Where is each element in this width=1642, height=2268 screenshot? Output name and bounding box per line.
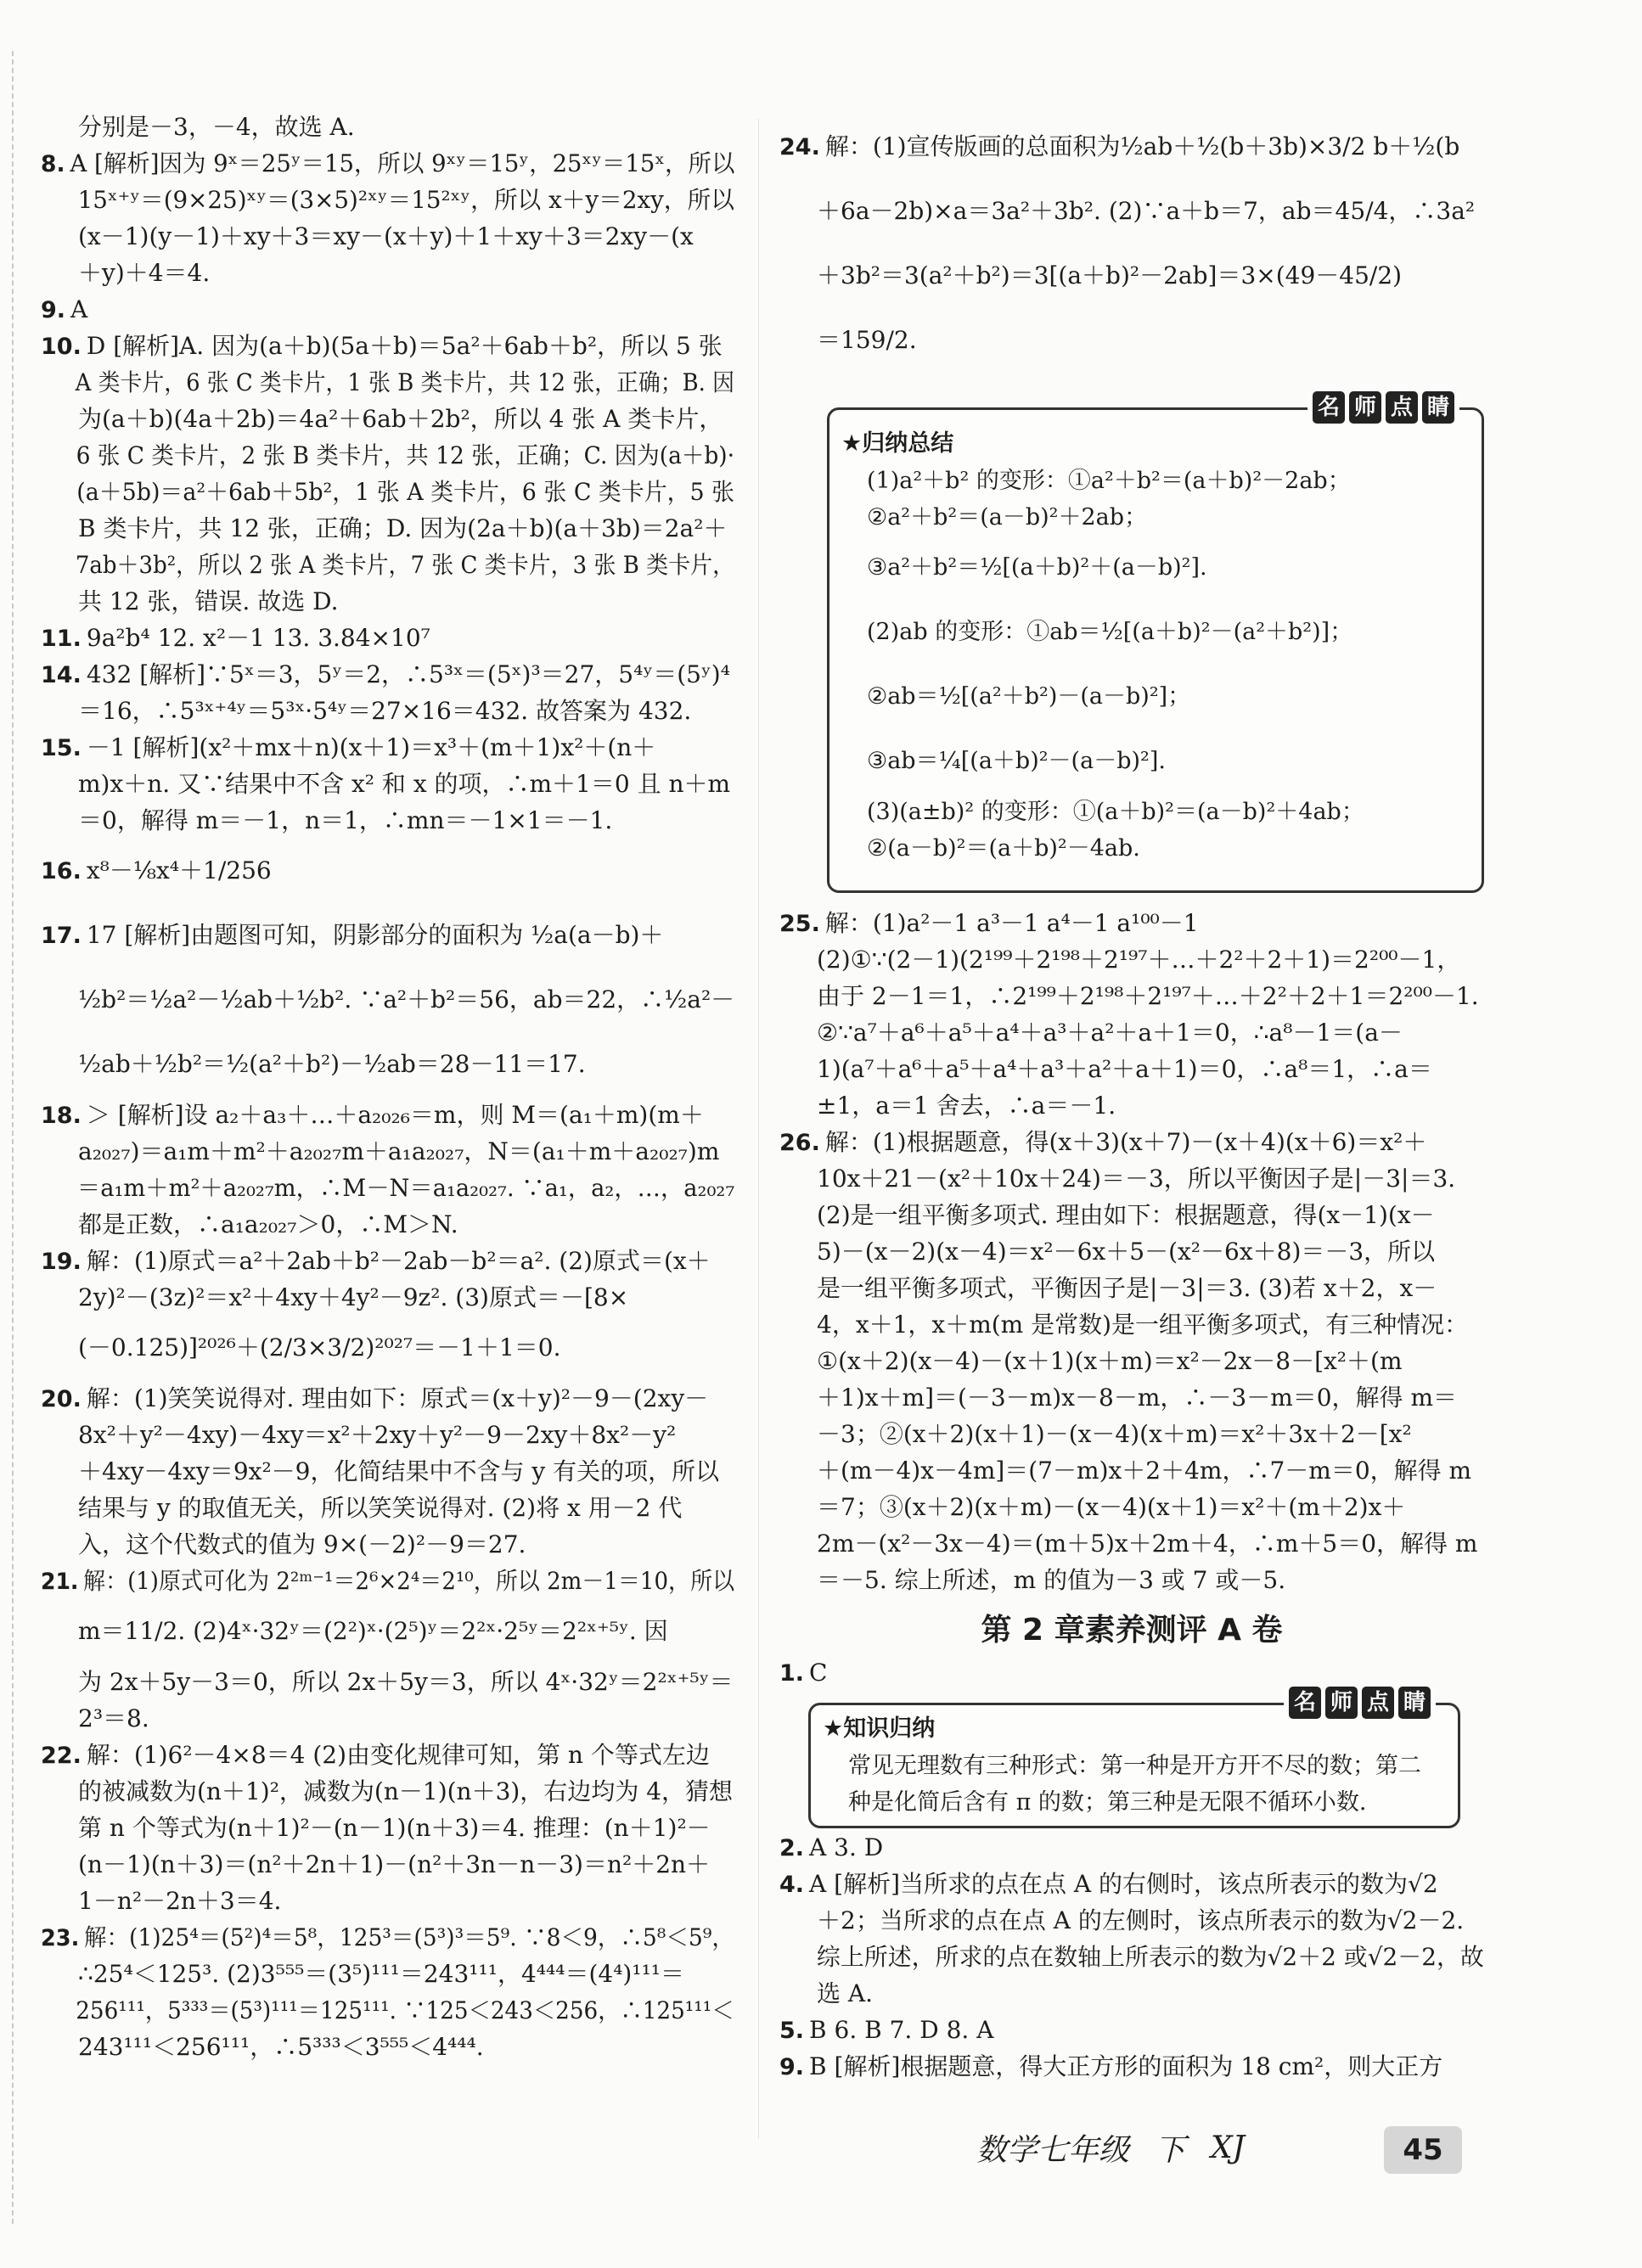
badge-char: 师 [1349,391,1381,424]
text-line [41,1773,734,1810]
item-text: 由于 2－1＝1，∴2¹⁹⁹＋2¹⁹⁸＋2¹⁹⁷＋…＋2²＋2＋1＝2²⁰⁰－1. [817,982,1479,1010]
item-text: 常见无理数有三种形式：第一种是开方开不尽的数；第二 [848,1753,1421,1779]
text-line [841,536,1482,600]
tip-box-summary [827,395,1484,893]
item-text: ①(x＋2)(x－4)－(x＋1)(x＋m)＝x²－2x－8－[x²＋(m [817,1347,1403,1375]
text-line [779,1379,1484,1416]
item-text: B [解析]根据题意，得大正方形的面积为 18 cm²，则大正方 [809,2052,1443,2080]
item-number: 9. [41,297,66,323]
item-text: 9a²b⁴ 12. x²－1 13. 3.84×10⁷ [86,624,430,652]
text-line [41,1453,734,1490]
item-text: ②(a－b)²＝(a＋b)²－4ab. [867,835,1140,862]
answer-item [779,1866,1484,1902]
item-text: (2)ab 的变形：①ab＝½[(a＋b)²－(a²＋b²)]； [867,619,1353,645]
item-text: 入，这个代数式的值为 9×(－2)²－9＝27. [78,1530,526,1558]
item-text: m＝11/2. (2)4ˣ·32ʸ＝(2²)ˣ·(2⁵)ʸ＝2²ˣ·2⁵ʸ＝2²ˣ⁺⁵ʸ. 因 [78,1617,668,1645]
item-text: x⁸－⅛x⁴＋1/256 [86,856,272,884]
tip-box-knowledge [808,1690,1460,1828]
badge-char: 点 [1386,391,1418,424]
answer-item [41,1380,734,1417]
answer-item [779,905,1484,941]
text-line [779,1489,1484,1525]
item-text: m)x＋n. 又∵结果中不含 x² 和 x 的项，∴m＋1＝0 且 n＋m [78,770,731,798]
item-text: 2y)²－(3z)²＝x²＋4xy＋4y²－9z². (3)原式＝－[8× [78,1283,629,1311]
item-number: 5. [779,2018,805,2044]
answer-item [779,1654,1484,1691]
text-line [41,1032,734,1097]
item-text: A [70,295,88,323]
text-line [41,1490,734,1526]
item-text: ③ab＝¼[(a＋b)²－(a－b)²]. [867,748,1166,774]
answer-item [41,839,734,903]
item-text: 解：(1)根据题意，得(x＋3)(x＋7)－(x＋4)(x＋6)＝x²＋ [824,1128,1427,1156]
item-text: ±1，a＝1 舍去，∴a＝－1. [817,1092,1116,1120]
item-text: 2³＝8. [78,1704,149,1732]
questions-25-26 [779,905,1484,1598]
text-line [41,802,734,839]
answer-item [41,1563,735,1599]
badge-char: 名 [1313,391,1345,424]
text-line [823,1748,1458,1784]
item-number: 25. [779,911,820,937]
badge-char: 点 [1362,1687,1394,1719]
text-line [779,1087,1484,1124]
text-line [41,1526,734,1563]
text-line [779,1562,1484,1598]
item-text: B 6. B 7. D 8. A [809,2016,994,2044]
text-line [41,1599,734,1664]
text-line [779,1270,1484,1306]
text-line [41,583,734,620]
item-text: ＋2；当所求的点在点 A 的左侧时，该点所表示的数为√2－2. [817,1906,1465,1934]
page-footer [976,2126,1245,2170]
answer-item [779,1829,1484,1866]
item-text: 6 张 C 类卡片，2 张 B 类卡片，共 12 张，正确；C. 因为(a＋b)· [76,441,735,469]
item-text: ∴25⁴＜125³. (2)3⁵⁵⁵＝(3⁵)¹¹¹＝243¹¹¹，4⁴⁴⁴＝(4⁴)¹¹¹＝ [78,1960,685,1988]
item-text: 解：(1)6²－4×8＝4 (2)由变化规律可知，第 n 个等式左边 [86,1741,710,1769]
badge-char: 名 [1289,1687,1321,1719]
text-line [779,1014,1484,1051]
item-text: 综上所述，所求的点在数轴上所表示的数为√2＋2 或√2－2，故 [816,1943,1484,1971]
answer-item [41,1097,734,1133]
item-text: A [解析]因为 9ˣ＝25ʸ＝15，所以 9ˣʸ＝15ʸ，25ˣʸ＝15ˣ，所以 [70,149,735,177]
item-text: ②ab＝½[(a²＋b²)－(a－b)²]； [867,683,1191,710]
badge-char: 睛 [1422,391,1454,424]
text-line [779,1197,1484,1233]
text-line [41,401,734,437]
text-line [779,978,1484,1014]
item-text: ½ab＋½b²＝½(a²＋b²)－½ab＝28－11＝17. [78,1050,586,1078]
tip-box-title: ★归纳总结 [841,430,954,457]
item-text: ＋y)＋4＝4. [78,259,211,287]
item-text: B 类卡片，共 12 张，正确；D. 因为(2a＋b)(a＋3b)＝2a²＋ [78,514,728,542]
teacher-tip-badge [1307,391,1459,424]
item-number: 26. [779,1130,820,1156]
column-divider [758,119,759,2139]
item-text: ＝16，∴5³ˣ⁺⁴ʸ＝5³ˣ·5⁴ʸ＝27×16＝432. 故答案为 432. [78,697,692,725]
tip-box-lines [841,463,1482,867]
item-text: 为 2x＋5y－3＝0，所以 2x＋5y＝3，所以 4ˣ·32ʸ＝2²ˣ⁺⁵ʸ＝ [78,1668,734,1696]
item-text: ＋6a－2b)×a＝3a²＋3b². (2)∵a＋b＝7，ab＝45/4，∴3a² [817,197,1476,225]
section-first-answers [779,1654,1484,1691]
text-line [41,1810,734,1846]
item-text: 解：(1)笑笑说得对. 理由如下：原式＝(x＋y)²－9－(2xy－ [86,1384,709,1412]
item-text: ＋3b²＝3(a²＋b²)＝3[(a＋b)²－2ab]＝3×(49－45/2) [817,261,1403,289]
text-line [41,182,734,218]
text-line [779,1902,1484,1939]
item-text: 选 A. [817,1979,874,2007]
answer-item [41,328,734,364]
text-line [41,1992,734,2029]
item-text: (x－1)(y－1)＋xy＋3＝xy－(x＋y)＋1＋xy＋3＝2xy－(x [78,222,694,250]
text-line [779,1160,1484,1197]
answer-item [41,620,734,656]
chapter-2-section [779,1607,1484,1691]
item-text: 解：(1)原式可化为 2²ᵐ⁻¹＝2⁶×2⁴＝2¹⁰，所以 2m－1＝10，所以 [83,1567,735,1595]
badge-char: 师 [1325,1687,1358,1719]
text-line [841,499,1482,536]
item-text: 共 12 张，错误. 故选 D. [78,587,339,615]
answer-item [41,656,734,693]
item-text: ＋1)x＋m]＝(－3－m)x－8－m，∴－3－m＝0，解得 m＝ [817,1384,1458,1412]
text-line [41,255,734,291]
item-text: ＋(m－4)x－4m]＝(7－m)x＋2＋4m，∴7－m＝0，解得 m [817,1457,1472,1485]
text-line [41,1883,734,1919]
item-text: 5)－(x－2)(x－4)＝x²－6x＋5－(x²－6x＋8)＝－3，所以 [817,1238,1436,1266]
text-line [41,1170,735,1206]
item-number: 14. [41,662,82,688]
item-text: A 类卡片，6 张 C 类卡片，1 张 B 类卡片，共 12 张，正确；B. 因 [75,368,734,396]
item-text: ③a²＋b²＝½[(a＋b)²＋(a－b)²]. [867,554,1207,581]
item-text: 243¹¹¹＜256¹¹¹，∴5³³³＜3⁵⁵⁵＜4⁴⁴⁴. [78,2033,484,2061]
answer-item [779,2012,1484,2048]
answer-item [779,115,1484,179]
text-line [779,1452,1484,1489]
answer-item [41,145,735,182]
text-line [779,308,1484,373]
question-24 [779,115,1484,373]
item-text: C [809,1659,828,1687]
item-number: 20. [41,1386,82,1412]
text-line [41,1700,734,1737]
text-line [779,1975,1484,2012]
item-text: (－0.125)]²⁰²⁶＋(2/3×3/2)²⁰²⁷＝－1＋1＝0. [78,1333,561,1361]
item-text: 17 [解析]由题图可知，阴影部分的面积为 ½a(a－b)＋ [86,921,664,949]
text-line [779,941,1484,978]
text-line [41,693,734,729]
item-number: 9. [779,2054,805,2080]
item-text: ½b²＝½a²－½ab＋½b². ∵a²＋b²＝56，ab＝22，∴½a²－ [78,985,735,1013]
item-text: 15ˣ⁺ʸ＝(9×25)ˣʸ＝(3×5)²ˣʸ＝15²ˣʸ，所以 x＋y＝2xy，所以 [77,186,734,214]
text-line [41,1956,734,1992]
answer-item [41,1919,734,1956]
item-text: (a＋5b)＝a²＋6ab＋5b²，1 张 A 类卡片，6 张 C 类卡片，5 张 [76,478,734,506]
answer-item [41,1737,734,1773]
item-text: ＞ [解析]设 a₂＋a₃＋…＋a₂₀₂₆＝m，则 M＝(a₁＋m)(m＋ [86,1101,704,1129]
item-text: 为(a＋b)(4a＋2b)＝4a²＋6ab＋2b²，所以 4 张 A 类卡片， [78,405,723,433]
item-text: ②a²＋b²＝(a－b)²＋2ab； [867,504,1148,531]
text-line [41,1133,734,1170]
text-line [41,766,734,802]
item-text: －3；②(x＋2)(x＋1)－(x－4)(x＋m)＝x²＋3x＋2－[x² [817,1420,1412,1448]
item-text: ＝0，解得 m＝－1，n＝1，∴mn＝－1×1＝－1. [78,806,613,834]
item-text: 8x²＋y²－4xy)－4xy＝x²＋2xy＋y²－9－2xy＋8x²－y² [78,1421,677,1449]
item-text: (3)(a±b)² 的变形：①(a＋b)²＝(a－b)²＋4ab； [867,799,1364,825]
answer-item [41,291,734,328]
item-number: 4. [779,1872,805,1898]
item-number: 16. [41,858,82,884]
item-text: 解：(1)a²－1 a³－1 a⁴－1 a¹⁰⁰－1 [824,909,1199,937]
item-number: 11. [41,626,82,652]
text-line [41,109,734,145]
item-text: ＝a₁m＋m²＋a₂₀₂₇m，∴M－N＝a₁a₂₀₂₇. ∵a₁，a₂，…，a₂₀₂₇ [76,1174,735,1202]
item-text: 解：(1)25⁴＝(5²)⁴＝5⁸，125³＝(5³)³＝5⁹. ∵8＜9，∴5⁸＜5⁹， [83,1923,734,1951]
text-line [41,1206,734,1243]
item-number: 23. [41,1925,80,1951]
item-text: (2)①∵(2－1)(2¹⁹⁹＋2¹⁹⁸＋2¹⁹⁷＋…＋2²＋2＋1)＝2²⁰⁰－1， [817,946,1461,974]
item-text: a₂₀₂₇)＝a₁m＋m²＋a₂₀₂₇m＋a₁a₂₀₂₇，N＝(a₁＋m＋a₂₀₂₇)m [78,1137,720,1165]
item-text: ＝159/2. [817,326,917,354]
item-text: ＝7；③(x＋2)(x＋m)－(x－4)(x＋1)＝x²＋(m＋2)x＋ [817,1493,1406,1521]
item-number: 10. [41,334,82,360]
answer-item [41,729,734,766]
item-text: 2m－(x²－3x－4)＝(m＋5)x＋2m＋4，∴m＋5＝0，解得 m [817,1530,1478,1558]
text-line [41,1846,734,1883]
item-number: 24. [779,134,820,160]
item-text: ②∵a⁷＋a⁶＋a⁵＋a⁴＋a³＋a²＋a＋1＝0，∴a⁸－1＝(a－ [817,1019,1403,1047]
footer-volume: 下 [1155,2133,1186,2168]
item-number: 15. [41,735,82,761]
text-line [779,1939,1482,1975]
item-text: ＝－5. 综上所述，m 的值为－3 或 7 或－5. [817,1566,1286,1594]
item-text: 解：(1)宣传版画的总面积为½ab＋½(b＋3b)×3/2 b＋½(b [824,132,1460,160]
text-line [841,463,1482,499]
text-line [841,729,1482,794]
item-text: 分别是－3，－4，故选 A. [78,113,355,141]
page-number: 45 [1384,2126,1462,2174]
item-number: 1. [779,1660,805,1687]
item-text: 256¹¹¹，5³³³＝(5³)¹¹¹＝125¹¹¹. ∵125＜243＜256，∴125¹¹¹＜ [76,1996,734,2024]
badge-char: 睛 [1398,1687,1431,1719]
text-line [41,968,734,1032]
section-title: 第 2 章素养测评 A 卷 [981,1613,1283,1648]
item-number: 19. [41,1249,82,1275]
text-line [779,1343,1484,1379]
item-text: D [解析]A. 因为(a＋b)(5a＋b)＝5a²＋6ab＋b²，所以 5 张 [86,332,723,360]
item-text: 解：(1)原式＝a²＋2ab＋b²－2ab－b²＝a². (2)原式＝(x＋ [86,1247,711,1275]
item-text: ＋4xy－4xy＝9x²－9，化简结果中不含与 y 有关的项，所以 [78,1457,720,1485]
tip-box-title: ★知识归纳 [823,1715,936,1742]
binding-margin-dashes [12,51,14,2224]
text-line [41,364,734,401]
item-text: 结果与 y 的取值无关，所以笑笑说得对. (2)将 x 用－2 代 [78,1494,683,1522]
text-line [779,244,1484,308]
text-line [41,1279,734,1316]
text-line [41,1417,734,1453]
text-line [41,2029,734,2065]
item-text: 是一组平衡多项式，平衡因子是|－3|＝3. (3)若 x＋2，x－ [817,1274,1437,1302]
text-line [41,1664,734,1700]
text-line [841,830,1482,867]
answer-item [779,1124,1484,1160]
item-text: 第 n 个等式为(n＋1)²－(n－1)(n＋3)＝4. 推理：(n＋1)²－ [78,1814,711,1842]
tip-box-lines [823,1748,1458,1821]
text-line [841,794,1482,830]
teacher-tip-badge [1284,1687,1436,1719]
item-text: (1)a²＋b² 的变形：①a²＋b²＝(a＋b)²－2ab； [867,468,1351,494]
text-line [779,1525,1484,1562]
answer-item [41,1243,734,1279]
item-text: 7ab＋3b²，所以 2 张 A 类卡片，7 张 C 类卡片，3 张 B 类卡片， [75,551,735,579]
item-text: 4，x＋1，x＋m(m 是常数)是一组平衡多项式，有三种情况： [817,1311,1469,1339]
answer-item [41,903,734,968]
item-text: 1)(a⁷＋a⁶＋a⁵＋a⁴＋a³＋a²＋a＋1)＝0，∴a⁸＝1，∴a＝ [817,1055,1432,1083]
left-column [41,109,734,2065]
item-text: 种是化简后含有 π 的数；第三种是无限不循环小数. [848,1789,1367,1816]
text-line [779,179,1484,244]
text-line [41,437,735,474]
item-text: 1－n²－2n＋3＝4. [78,1887,282,1915]
item-number: 21. [41,1569,79,1595]
text-line [41,510,734,547]
item-text: 都是正数，∴a₁a₂₀₂₇＞0，∴M＞N. [78,1210,458,1238]
text-line [779,1416,1484,1452]
footer-edition: XJ [1211,2130,1246,2165]
item-text: －1 [解析](x²＋mx＋n)(x＋1)＝x³＋(m＋1)x²＋(n＋ [86,733,656,761]
answer-item [779,2048,1484,2085]
text-line [41,218,734,255]
item-number: 8. [41,151,65,177]
text-line [823,1784,1458,1821]
footer-subject: 数学七年级 [976,2133,1130,2168]
item-number: 22. [41,1743,82,1769]
item-text: (2)是一组平衡多项式. 理由如下：根据题意，得(x－1)(x－ [817,1201,1435,1229]
text-line [41,547,735,583]
item-number: 2. [779,1835,805,1861]
text-line [41,474,734,510]
text-line [841,600,1482,665]
item-text: A [解析]当所求的点在点 A 的右侧时，该点所表示的数为√2 [809,1870,1438,1898]
section-rest-answers [779,1829,1484,2085]
item-text: 432 [解析]∵5ˣ＝3，5ʸ＝2，∴5³ˣ＝(5ˣ)³＝27，5⁴ʸ＝(5ʸ)⁴ [86,660,730,688]
text-line [779,1233,1484,1270]
item-number: 18. [41,1103,82,1129]
text-line [779,1051,1484,1087]
item-text: 的被减数为(n＋1)²，减数为(n－1)(n＋3)，右边均为 4，猜想 [78,1777,734,1805]
item-text: A 3. D [809,1833,884,1861]
text-line [779,1306,1484,1343]
item-number: 17. [41,923,82,949]
text-line [41,1316,734,1380]
item-text: (n－1)(n＋3)＝(n²＋2n＋1)－(n²＋3n－n－3)＝n²＋2n＋ [78,1850,711,1878]
text-line [841,665,1482,729]
item-text: 10x＋21－(x²＋10x＋24)＝－3，所以平衡因子是|－3|＝3. [817,1165,1456,1193]
